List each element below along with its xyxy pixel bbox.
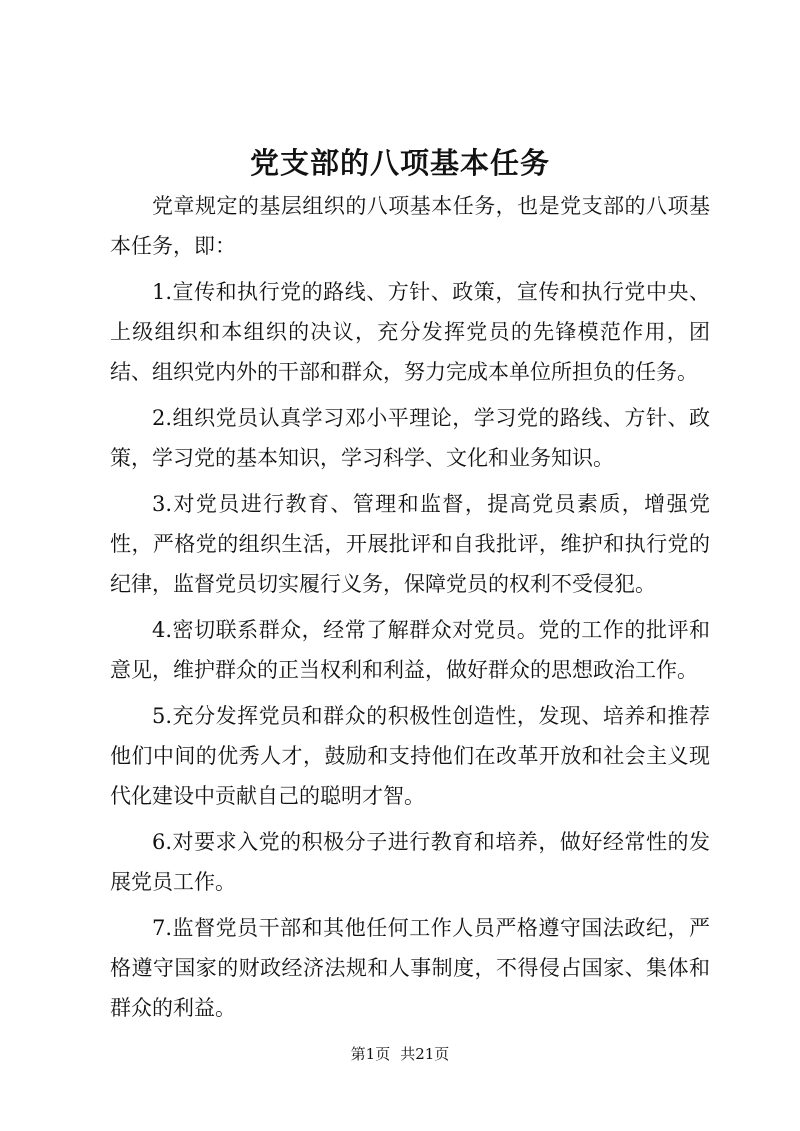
document-body	[110, 186, 710, 1034]
task-1-paragraph: 1.宣传和执行党的路线、方针、政策，宣传和执行党中央、上级组织和本组织的决议，充分发挥党员的先锋模范作用，团结、组织党内外的干部和群众，努力完成本单位所担负的任务。	[110, 280, 710, 384]
intro-paragraph: 党章规定的基层组织的八项基本任务，也是党支部的八项基本任务，即：	[110, 194, 710, 258]
task-7-paragraph: 7.监督党员干部和其他任何工作人员严格遵守国法政纪，严格遵守国家的财政经济法规和人事制度，不得侵占国家、集体和群众的利益。	[110, 916, 710, 1020]
document-title: 党支部的八项基本任务	[249, 146, 550, 180]
page-number: 第1页	[350, 1045, 391, 1063]
task-2-paragraph: 2.组织党员认真学习邓小平理论，学习党的路线、方针、政策，学习党的基本知识，学习科学、文化和业务知识。	[110, 406, 710, 470]
task-5-paragraph: 5.充分发挥党员和群众的积极性创造性，发现、培养和推荐他们中间的优秀人才，鼓励和支持他们在改革开放和社会主义现代化建设中贡献自己的聪明才智。	[110, 704, 710, 808]
task-6-paragraph: 6.对要求入党的积极分子进行教育和培养，做好经常性的发展党员工作。	[110, 830, 710, 894]
page-total: 共21页	[400, 1045, 450, 1063]
page-footer	[0, 1044, 800, 1064]
task-4-paragraph: 4.密切联系群众，经常了解群众对党员。党的工作的批评和意见，维护群众的正当权利和利益，做好群众的思想政治工作。	[110, 618, 710, 682]
task-3-paragraph: 3.对党员进行教育、管理和监督，提高党员素质，增强党性，严格党的组织生活，开展批评和自我批评，维护和执行党的纪律，监督党员切实履行义务，保障党员的权利不受侵犯。	[110, 492, 710, 596]
